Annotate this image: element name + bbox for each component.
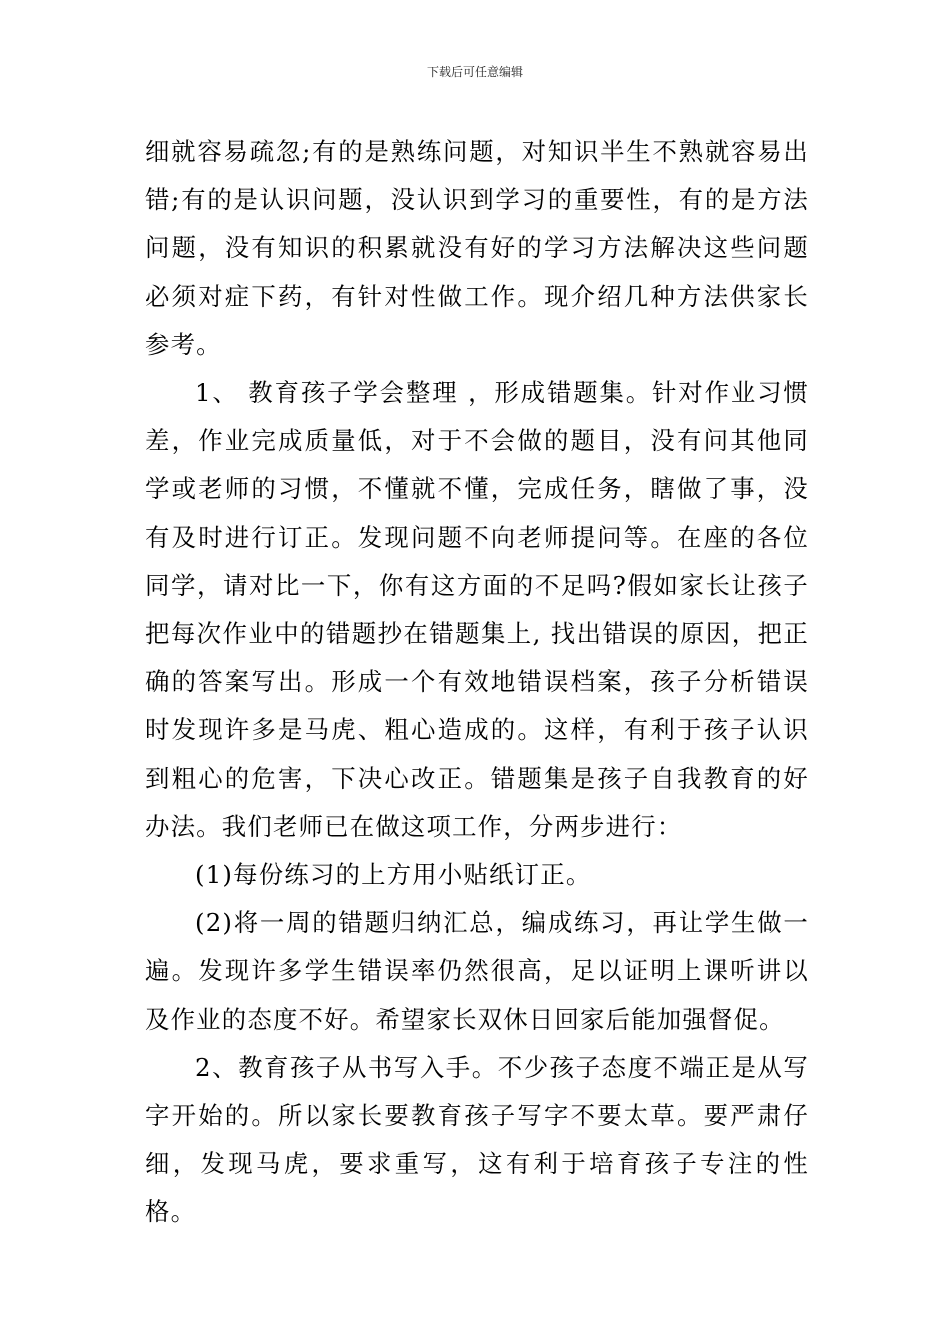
page-header: 下载后可任意编辑: [426, 65, 523, 79]
paragraph-item-2: 2、教育孩子从书写入手。不少孩子态度不端正是从写字开始的。所以家长要教育孩子写字不要太草。要严肃仔细，发现马虎，要求重写，这有利于培育孩子专注的性格。: [145, 1052, 809, 1227]
paragraph-continuation: 细就容易疏忽;有的是熟练问题，对知识半生不熟就容易出错;有的是认识问题，没认识到学习的重要性，有的是方法问题，没有知识的积累就没有好的学习方法解决这些问题必须对症下药，有针对性做工作。现介绍几种方法供家长参考。: [145, 137, 809, 359]
paragraph-item-1: 1、 教育孩子学会整理 ，形成错题集。针对作业习惯差，作业完成质量低，对于不会做的题目，没有问其他同学或老师的习惯，不懂就不懂，完成任务，瞎做了事，没有及时进行订正。发现问题不向老师提问等。在座的各位同学，请对比一下，你有这方面的不足吗?假如家长让孩子把每次作业中的错题抄在错题集上, 找出错误的原因，把正确的答案写出。形成一个有效地错误档案，孩子分析错误时发现许多是马虎、粗心造成的。这样，有利于孩子认识到粗心的危害，下决心改正。错题集是孩子自我教育的好办法。我们老师已在做这项工作，分两步进行：: [145, 378, 809, 841]
document-body: [145, 128, 809, 1237]
paragraph-step-2: (2)将一周的错题归纳汇总，编成练习，再让学生做一遍。发现许多学生错误率仍然很高，足以证明上课听讲以及作业的态度不好。希望家长双休日回家后能加强督促。: [145, 908, 809, 1034]
paragraph-step-1: (1)每份练习的上方用小贴纸订正。: [195, 860, 592, 890]
